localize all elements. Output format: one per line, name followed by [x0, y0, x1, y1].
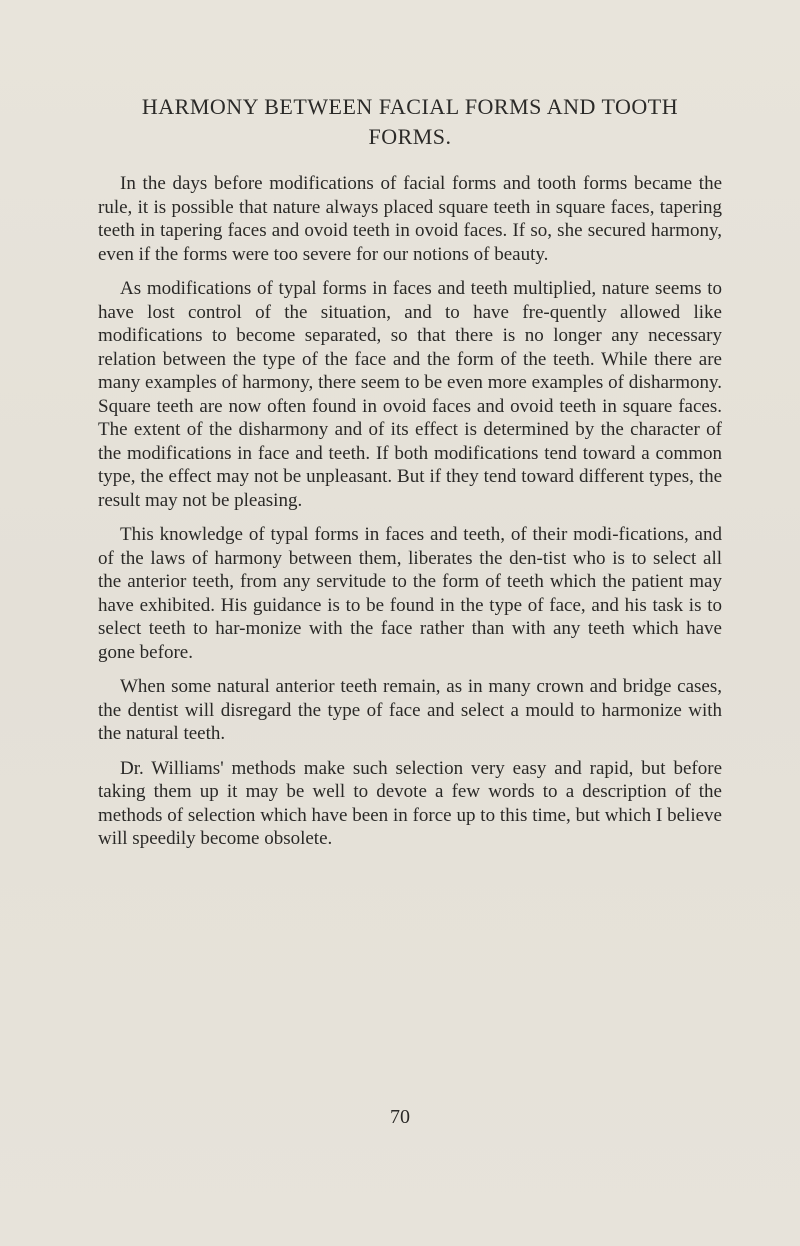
page-number: 70 — [390, 1106, 410, 1128]
paragraph-5: Dr. Williams' methods make such selection very easy and rapid, but before taking them up it may be well to devote a few words to a description of the methods of selection which have been in force up to this time, but which I believe will speedily become obsolete. — [98, 757, 722, 849]
paragraph-4: When some natural anterior teeth remain, as in many crown and bridge cases, the dentist will disregard the type of face and select a mould to harmonize with the natural teeth. — [98, 676, 722, 744]
paragraph-1: In the days before modifications of facial forms and tooth forms became the rule, it is possible that nature always placed square teeth in square faces, tapering teeth in tapering faces and ovoid teeth in ovoid faces. If so, she secured harmony, even if the forms were too severe for our notions of beauty. — [98, 173, 722, 265]
paragraph-3: This knowledge of typal forms in faces and teeth, of their modi-fications, and of the laws of harmony between them, liberates the den-tist who is to select all the anterior teeth, from any servitude to the form of teeth which the patient may have exhibited. His guidance is to be found in the type of face, and his task is to select teeth to har-monize with the face rather than with any teeth which have gone before. — [98, 524, 722, 663]
paragraph-2: As modifications of typal forms in faces and teeth multiplied, nature seems to have lost control of the situation, and to have fre-quently allowed like modifications to become separated, so that there is no longer any necessary relation between the type of the face and the form of the teeth. While there are many examples of harmony, there seem to be even more examples of disharmony. Square teeth are now often found in ovoid faces and ovoid teeth in square faces. The extent of the disharmony and of its effect is determined by the character of the modifications in face and teeth. If both modifications tend toward a common type, the effect may not be unpleasant. But if they tend toward different types, the result may not be pleasing. — [98, 278, 722, 511]
body-text — [98, 172, 722, 862]
page-title: HARMONY BETWEEN FACIAL FORMS AND TOOTH FORMS. — [141, 94, 679, 149]
